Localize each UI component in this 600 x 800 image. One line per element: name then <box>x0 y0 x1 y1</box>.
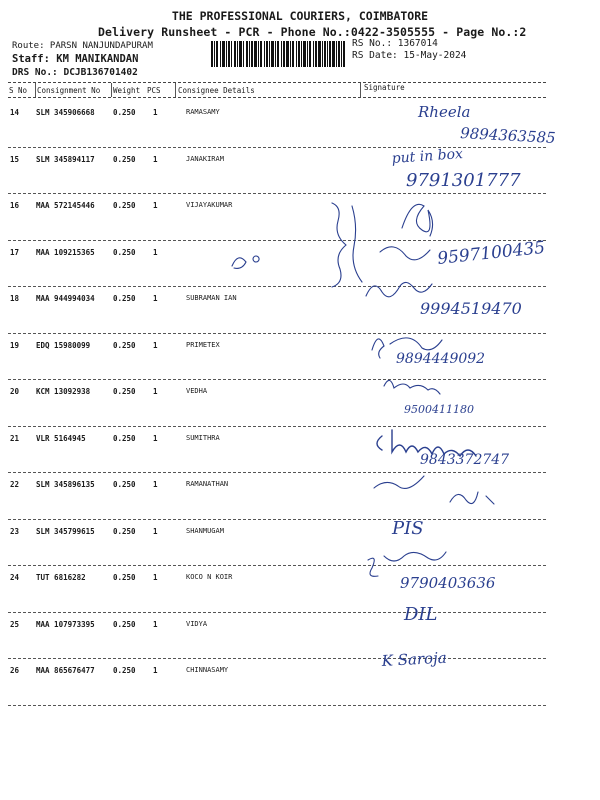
column-divider <box>111 83 112 97</box>
weight-value: 0.250 <box>113 666 136 675</box>
serial-number: 15 <box>10 154 20 164</box>
pieces-count: 1 <box>153 154 158 164</box>
consignee-name: JANAKIRAM <box>186 154 224 163</box>
pieces-count: 1 <box>153 247 158 257</box>
consignee-name: VIJAYAKUMAR <box>186 201 233 209</box>
consignee-name: RAMANATHAN <box>186 480 229 488</box>
rs-number: RS No.: 1367014 <box>352 38 438 49</box>
consignment-number: SLM 345896135 <box>36 480 95 489</box>
table-row <box>0 521 600 567</box>
handwritten-initials: DIL <box>404 604 438 625</box>
handwritten-phone: 9500411180 <box>404 403 474 416</box>
col-sno: S No <box>9 86 28 95</box>
col-consignee: Consignee Details <box>178 86 255 95</box>
consignment-number: VLR 5164945 <box>36 433 86 443</box>
consignee-name: PRIMETEX <box>186 340 220 349</box>
handwritten-phone: 9791301777 <box>406 170 521 191</box>
table-row <box>0 474 600 520</box>
handwritten-note: put in box <box>391 146 464 167</box>
handwritten-name: Rheela <box>418 103 471 121</box>
table-row <box>0 288 600 334</box>
weight-value: 0.250 <box>113 619 136 629</box>
consignee-name: SUMITHRA <box>186 433 220 442</box>
consignment-number: KCM 13092938 <box>36 387 91 396</box>
pieces-count: 1 <box>153 294 158 303</box>
table-row <box>0 149 600 195</box>
consignee-name: RAMASAMY <box>186 108 220 116</box>
weight-value: 0.250 <box>113 573 136 582</box>
handwritten-phone: 9597100435 <box>436 237 547 269</box>
drs-number: DRS No.: DCJB136701402 <box>12 67 138 78</box>
handwritten-phone: 9894449092 <box>396 351 486 367</box>
serial-number: 26 <box>10 666 20 675</box>
table-row <box>0 614 600 660</box>
column-divider <box>360 83 361 97</box>
row-separator <box>8 240 546 241</box>
consignment-number: SLM 345906668 <box>36 108 95 117</box>
handwritten-phone: 9790403636 <box>400 574 496 592</box>
weight-value: 0.250 <box>113 387 136 396</box>
route-label: Route: PARSN NANJUNDAPURAM <box>12 41 153 51</box>
table-row <box>0 428 600 474</box>
table-row <box>0 660 600 706</box>
consignee-name: KOCO N KOIR <box>186 573 233 581</box>
pieces-count: 1 <box>153 526 158 536</box>
consignee-name: SHANMUGAM <box>186 526 224 535</box>
row-separator <box>8 519 546 520</box>
rs-date: RS Date: 15-May-2024 <box>352 50 467 61</box>
col-weight: Weight <box>113 86 141 95</box>
consignment-number: EDQ 15980099 <box>36 340 91 350</box>
pieces-count: 1 <box>153 619 158 629</box>
consignment-number: SLM 345799615 <box>36 526 95 536</box>
pieces-count: 1 <box>153 340 158 350</box>
table-row <box>0 381 600 427</box>
handwritten-phone: 9894363585 <box>459 124 557 147</box>
table-row <box>0 102 600 148</box>
column-divider <box>35 83 36 97</box>
row-separator <box>8 147 546 148</box>
handwritten-name: K Saroja <box>381 648 448 670</box>
table-row <box>0 242 600 288</box>
consignee-name: VEDHA <box>186 387 208 395</box>
header-top-rule <box>8 82 546 83</box>
col-consignment: Consignment No <box>37 86 101 95</box>
weight-value: 0.250 <box>113 340 136 350</box>
weight-value: 0.250 <box>113 433 136 443</box>
barcode <box>211 41 345 67</box>
serial-number: 21 <box>10 433 20 443</box>
serial-number: 24 <box>10 573 20 582</box>
serial-number: 17 <box>10 247 20 257</box>
col-signature: Signature <box>364 83 405 92</box>
weight-value: 0.250 <box>113 108 136 117</box>
table-row <box>0 567 600 613</box>
consignment-number: SLM 345894117 <box>36 154 95 164</box>
serial-number: 18 <box>10 294 20 303</box>
row-separator <box>8 705 546 706</box>
row-separator <box>8 472 546 473</box>
row-separator <box>8 426 546 427</box>
handwritten-phone: 9843372747 <box>420 452 510 468</box>
serial-number: 20 <box>10 387 20 396</box>
column-divider <box>175 83 176 97</box>
staff-label: Staff: KM MANIKANDAN <box>12 53 139 65</box>
weight-value: 0.250 <box>113 480 136 489</box>
consignment-number: MAA 572145446 <box>36 201 95 210</box>
pieces-count: 1 <box>153 666 158 675</box>
serial-number: 25 <box>10 619 20 629</box>
handwritten-initials: PIS <box>392 518 424 539</box>
pieces-count: 1 <box>153 387 158 396</box>
serial-number: 23 <box>10 526 20 536</box>
serial-number: 16 <box>10 201 20 210</box>
row-separator <box>8 286 546 287</box>
pieces-count: 1 <box>153 573 158 582</box>
table-row <box>0 335 600 381</box>
consignment-number: MAA 944994034 <box>36 294 95 303</box>
row-separator <box>8 612 546 613</box>
pieces-count: 1 <box>153 433 158 443</box>
consignment-number: MAA 107973395 <box>36 619 95 629</box>
pieces-count: 1 <box>153 201 158 210</box>
weight-value: 0.250 <box>113 526 136 536</box>
serial-number: 19 <box>10 340 20 350</box>
col-pcs: PCS <box>147 86 161 95</box>
header-bottom-rule <box>8 97 546 98</box>
row-separator <box>8 565 546 566</box>
row-separator <box>8 333 546 334</box>
row-separator <box>8 379 546 380</box>
consignee-name: CHINNASAMY <box>186 666 229 674</box>
consignee-name: SUBRAMAN IAN <box>186 294 237 302</box>
pieces-count: 1 <box>153 480 158 489</box>
weight-value: 0.250 <box>113 201 136 210</box>
company-title: THE PROFESSIONAL COURIERS, COIMBATORE <box>171 9 429 23</box>
weight-value: 0.250 <box>113 294 136 303</box>
row-separator <box>8 193 546 194</box>
serial-number: 14 <box>10 108 20 117</box>
consignee-name: VIDYA <box>186 619 208 628</box>
row-separator <box>8 658 546 659</box>
serial-number: 22 <box>10 480 20 489</box>
consignment-number: MAA 109215365 <box>36 247 95 257</box>
pieces-count: 1 <box>153 108 158 117</box>
handwritten-phone: 9994519470 <box>420 299 522 318</box>
consignment-number: TUT 6816282 <box>36 573 86 582</box>
weight-value: 0.250 <box>113 247 136 257</box>
weight-value: 0.250 <box>113 154 136 164</box>
runsheet-subtitle: Delivery Runsheet - PCR - Phone No.:0422-3505555 - Page No.:2 <box>98 25 527 39</box>
table-row <box>0 195 600 241</box>
consignment-number: MAA 865676477 <box>36 666 95 675</box>
